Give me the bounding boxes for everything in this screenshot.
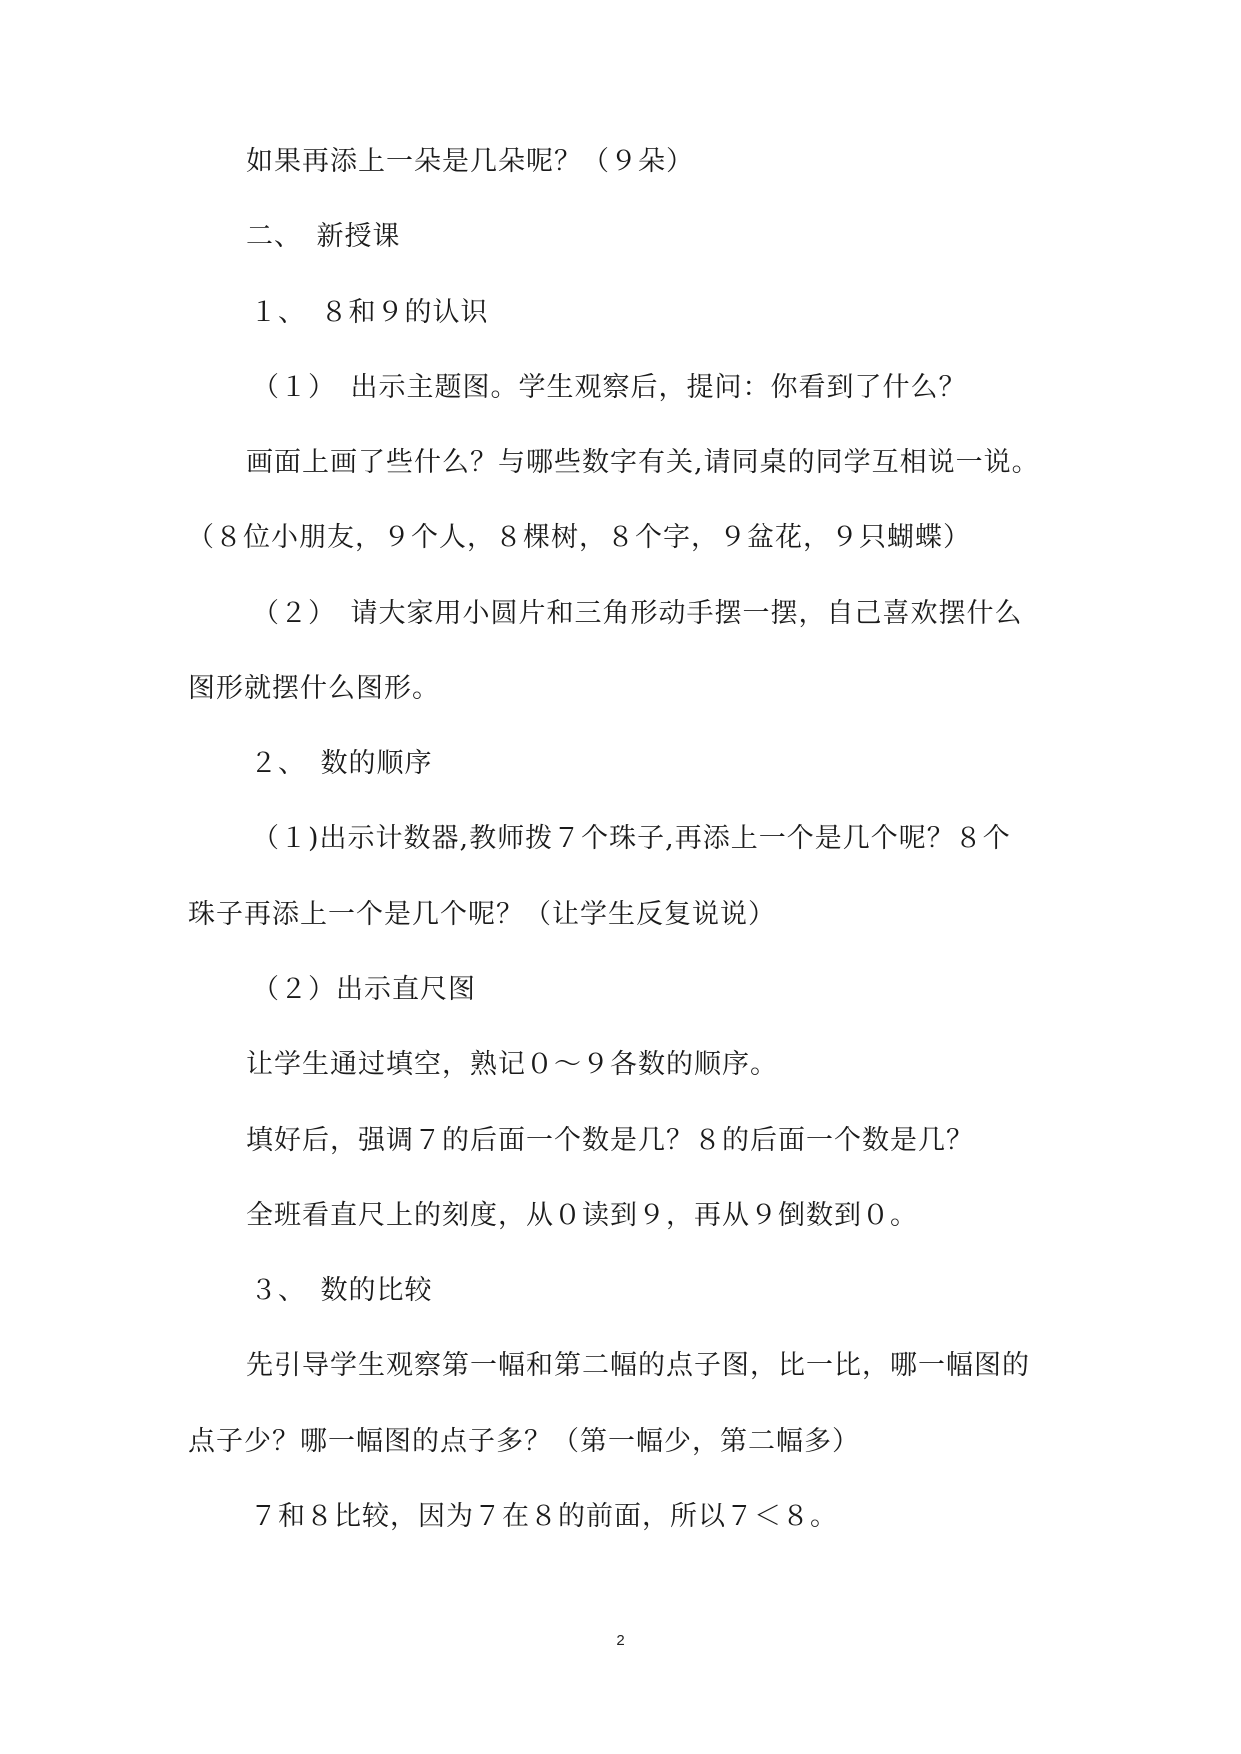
- text-line: ７和８比较，因为７在８的前面，所以７＜８。: [250, 1501, 838, 1532]
- text-line: （１)出示计数器,教师拨７个珠子,再添上一个是几个呢？８个: [252, 823, 1011, 854]
- subsection-heading: １、 ８和９的认识: [250, 297, 489, 328]
- text-line: 珠子再添上一个是几个呢？（让学生反复说说）: [188, 899, 776, 930]
- text-line: 画面上画了些什么？与哪些数字有关,请同桌的同学互相说一说。: [246, 447, 1040, 478]
- text-line: 填好后，强调７的后面一个数是几？８的后面一个数是几？: [246, 1125, 974, 1156]
- text-line: 让学生通过填空，熟记０～９各数的顺序。: [246, 1049, 778, 1080]
- text-line: 全班看直尺上的刻度，从０读到９，再从９倒数到０。: [246, 1200, 918, 1231]
- page-number: 2: [616, 1632, 625, 1649]
- text-line: 如果再添上一朵是几朵呢？（９朵）: [246, 146, 694, 177]
- text-line: （１） 出示主题图。学生观察后，提问：你看到了什么？: [252, 372, 967, 403]
- text-line: 图形就摆什么图形。: [188, 673, 440, 704]
- text-line: （８位小朋友，９个人，８棵树，８个字，９盆花，９只蝴蝶）: [187, 522, 971, 553]
- text-line: 点子少？哪一幅图的点子多？（第一幅少，第二幅多）: [188, 1426, 860, 1457]
- subsection-heading: ２、 数的顺序: [250, 748, 433, 779]
- text-line: （２） 请大家用小圆片和三角形动手摆一摆，自己喜欢摆什么: [252, 598, 1023, 629]
- section-heading: 二、 新授课: [246, 221, 401, 252]
- text-line: （２）出示直尺图: [252, 974, 476, 1005]
- subsection-heading: ３、 数的比较: [250, 1275, 433, 1306]
- text-line: 先引导学生观察第一幅和第二幅的点子图，比一比，哪一幅图的: [246, 1350, 1030, 1381]
